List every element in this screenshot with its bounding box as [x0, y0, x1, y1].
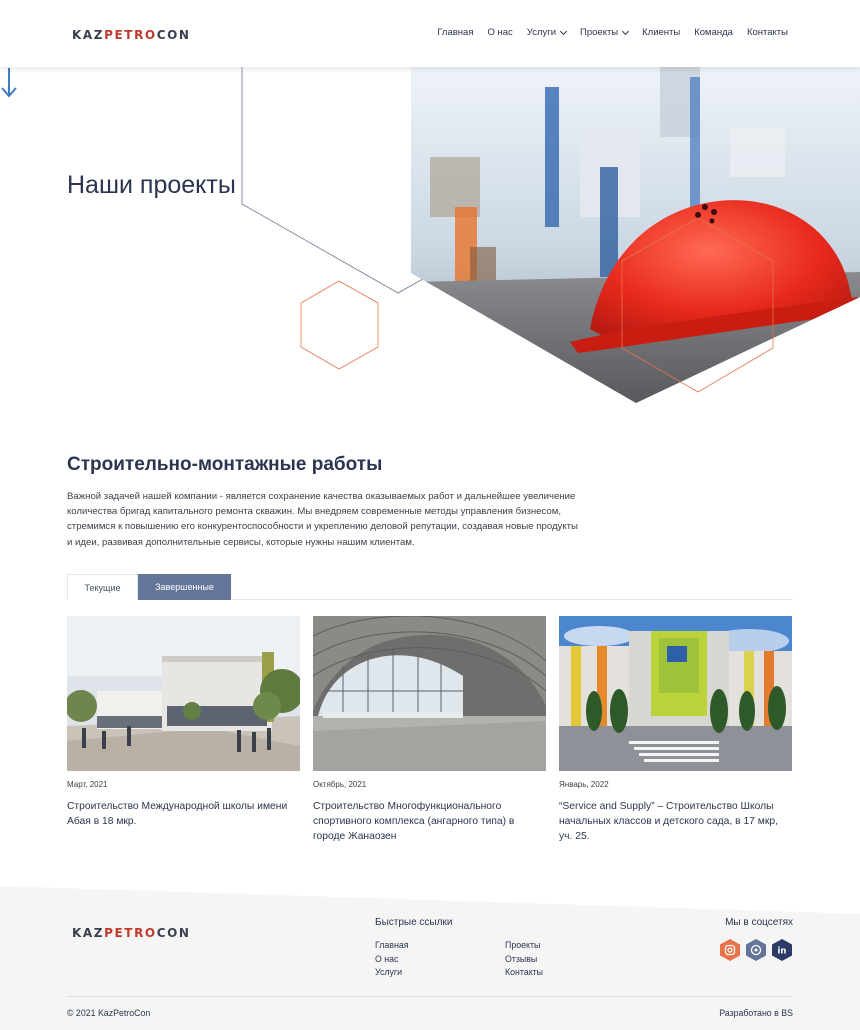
nav-item-contacts[interactable] [747, 27, 788, 38]
quick-links-title: Быстрые ссылки [375, 917, 453, 928]
project-title[interactable]: Строительство Международной школы имени Абая в 18 мкр. [67, 801, 288, 827]
logo-part: CON [156, 926, 191, 940]
nav-item-team[interactable] [694, 27, 733, 38]
site-footer [0, 886, 860, 1030]
logo-part: CON [156, 28, 191, 42]
developer-credit[interactable]: Разработано в BS [719, 1008, 793, 1018]
nav-label: Проекты [580, 27, 619, 38]
footer-link-home[interactable]: Главная [375, 940, 409, 950]
project-cards [67, 616, 792, 844]
nav-item-about[interactable] [487, 27, 512, 38]
arrow-down-icon[interactable] [0, 67, 18, 99]
footer-link-projects[interactable]: Проекты [505, 940, 541, 950]
site-header [0, 0, 860, 67]
project-image[interactable] [67, 616, 300, 771]
nav-item-home[interactable] [437, 27, 473, 38]
project-tabs [67, 574, 793, 600]
footer-link-about[interactable]: О нас [375, 953, 399, 964]
linkedin-icon[interactable] [771, 938, 793, 962]
footer-divider [67, 996, 793, 997]
project-date: Январь, 2022 [559, 780, 609, 789]
tab-completed[interactable]: Завершенные [138, 574, 231, 600]
quick-links [375, 940, 585, 979]
project-card[interactable] [313, 616, 546, 844]
whatsapp-icon[interactable] [745, 938, 767, 962]
project-card[interactable] [67, 616, 300, 844]
hero-photo [411, 67, 860, 412]
svg-text:in: in [777, 946, 787, 957]
instagram-icon[interactable] [719, 938, 741, 962]
footer-link-reviews[interactable]: Отзывы [505, 953, 538, 964]
nav-label: Клиенты [642, 27, 681, 38]
logo-accent: PETRO [104, 926, 157, 940]
nav-label: Команда [694, 27, 733, 38]
hero-section [0, 67, 860, 412]
chevron-down-icon [560, 27, 567, 34]
nav-item-projects[interactable] [580, 27, 628, 38]
nav-label: Услуги [526, 27, 557, 38]
hex-orange-small [301, 281, 378, 369]
project-title[interactable]: Строительство Многофункционального спортивного комплекса (ангарного типа) в городе Жанаозен [313, 801, 515, 842]
project-title[interactable]: “Service and Supply” – Строительство Школы начальных классов и детского сада, в 17 мкр, уч. 25. [559, 801, 778, 842]
project-date: Октябрь, 2021 [313, 780, 367, 789]
logo-accent: PETRO [104, 28, 157, 42]
footer-link-contacts[interactable]: Контакты [505, 967, 543, 977]
section-description: Важной задачей нашей компании - является сохранение качества оказываемых работ и дальнейшее увеличение количества бригад капитального ремонта скважин. Мы внедряем современные методы управления бизнесом, стремимся к повышению его конкурентоспособности и укреплению деловой репутации, создавая новые продукты и идеи, развивая дополнительные сервисы, которые нужны нашим клиентам. [67, 491, 578, 548]
logo-part: KAZ [72, 926, 105, 940]
project-image[interactable] [313, 616, 546, 771]
nav-item-clients[interactable] [642, 27, 680, 38]
hero-graphic [0, 67, 860, 412]
copyright: © 2021 KazPetroCon [67, 1008, 151, 1018]
logo[interactable] [72, 28, 191, 42]
logo-part: KAZ [72, 28, 105, 42]
nav-label: О нас [487, 27, 513, 38]
footer-link-services[interactable]: Услуги [375, 967, 403, 977]
chevron-down-icon [622, 27, 629, 34]
main-nav [437, 27, 788, 38]
project-card[interactable] [559, 616, 792, 844]
nav-item-services[interactable] [527, 27, 566, 38]
nav-label: Главная [437, 27, 474, 38]
tab-current[interactable]: Текущие [67, 574, 138, 600]
nav-label: Контакты [746, 27, 788, 38]
page-title: Наши проекты [67, 171, 236, 199]
project-date: Март, 2021 [67, 780, 108, 789]
section-title: Строительно-монтажные работы [67, 454, 383, 475]
social-title: Мы в соцсетях [725, 917, 793, 928]
footer-logo[interactable] [72, 926, 191, 940]
social-links [719, 938, 793, 962]
project-image[interactable] [559, 616, 792, 771]
